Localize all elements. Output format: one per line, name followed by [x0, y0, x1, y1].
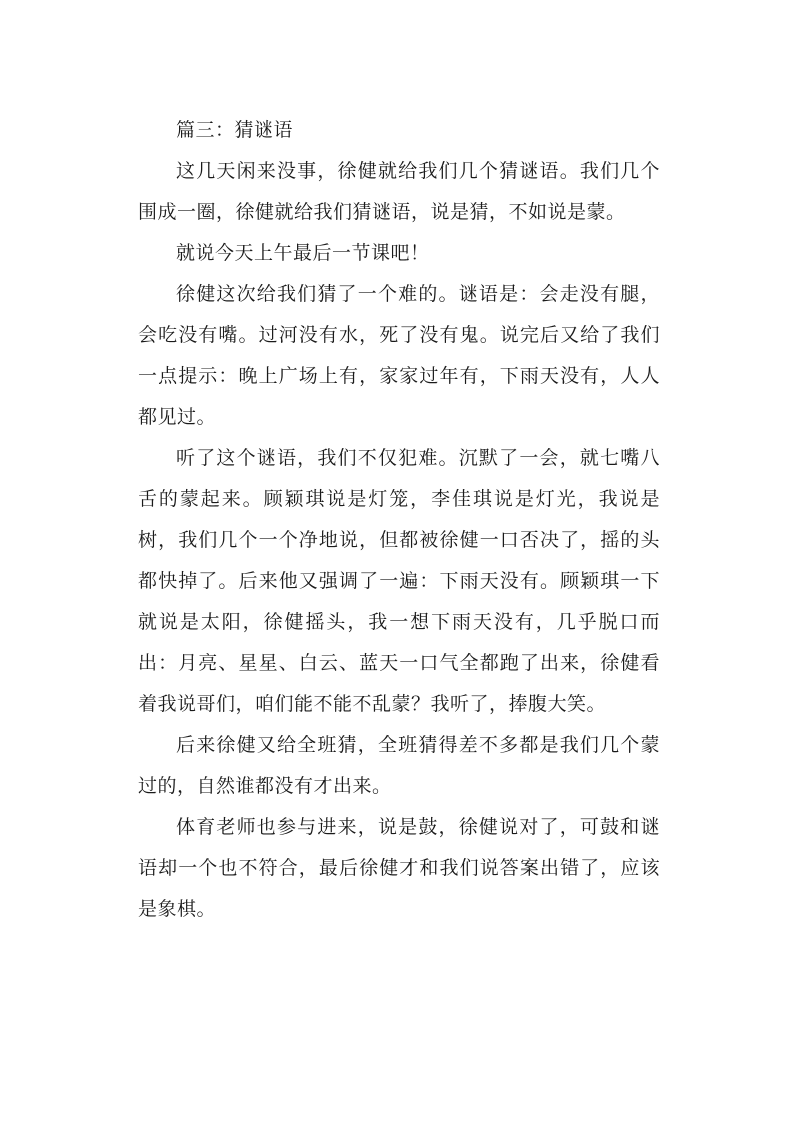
paragraph-5: 后来徐健又给全班猜，全班猜得差不多都是我们几个蒙过的，自然谁都没有才出来。 — [138, 734, 660, 797]
paragraph-4: 听了这个谜语，我们不仅犯难。沉默了一会，就七嘴八舌的蒙起来。顾颖琪说是灯笼，李佳琪说是灯光，我说是树，我们几个一个净地说，但都被徐健一口否决了，摇的头都快掉了。后来他又强调了一遍：下雨天没有。顾颖琪一下就说是太阳，徐健摇头，我一想下雨天没有，几乎脱口而出：月亮、星星、白云、蓝天一口气全都跑了出来，徐健看着我说哥们，咱们能不能不乱蒙？我听了，捧腹大笑。 — [138, 447, 660, 715]
paragraph-1: 这几天闲来没事，徐健就给我们几个猜谜语。我们几个围成一圈，徐健就给我们猜谜语，说是猜，不如说是蒙。 — [138, 160, 660, 223]
paragraph-6: 体育老师也参与进来，说是鼓，徐健说对了，可鼓和谜语却一个也不符合，最后徐健才和我们说答案出错了，应该是象棋。 — [138, 816, 660, 920]
paragraph-3: 徐健这次给我们猜了一个难的。谜语是：会走没有腿，会吃没有嘴。过河没有水，死了没有鬼。说完后又给了我们一点提示：晚上广场上有，家家过年有，下雨天没有，人人都见过。 — [138, 283, 660, 428]
section-heading: 篇三：猜谜语 — [176, 119, 294, 141]
document-body — [138, 110, 660, 930]
paragraph-2: 就说今天上午最后一节课吧！ — [176, 242, 430, 264]
